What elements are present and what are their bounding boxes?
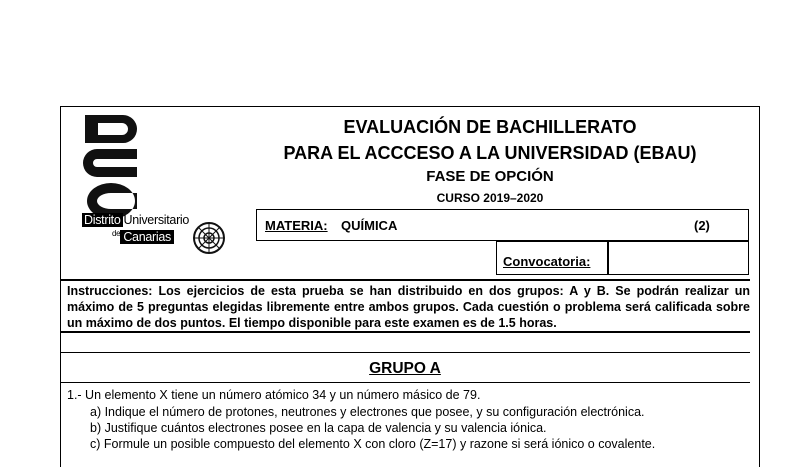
- divider-instructions-bottom: [60, 331, 750, 333]
- convocatoria-label: Convocatoria:: [503, 254, 591, 269]
- duc-logo: [80, 113, 225, 263]
- materia-label: MATERIA:: [265, 218, 328, 233]
- divider-group-bottom: [60, 382, 750, 383]
- exam-title-line1: EVALUACIÓN DE BACHILLERATO: [343, 117, 637, 137]
- divider-group-top: [60, 352, 750, 353]
- materia-code: (2): [694, 218, 710, 233]
- logo-text-line1: [82, 213, 189, 227]
- duc-logo-letters-icon: [80, 113, 138, 225]
- logo-text-de: de: [112, 229, 121, 238]
- logo-text-universitario: Universitario: [123, 213, 190, 227]
- logo-text-canarias: Canarias: [120, 230, 174, 244]
- question-1-stem: 1.- Un elemento X tiene un número atómico 34 y un número másico de 79.: [67, 388, 481, 402]
- materia-box: [256, 209, 749, 241]
- logo-text-line2: [112, 229, 174, 244]
- question-1-part-c: c) Formule un posible compuesto del elemento X con cloro (Z=17) y razone si será iónico o covalente.: [90, 437, 656, 451]
- exam-title-line2: PARA EL ACCCESO A LA UNIVERSIDAD (EBAU): [283, 143, 697, 163]
- exam-phase: FASE DE OPCIÓN: [426, 168, 554, 185]
- logo-text-distrito: Distrito: [84, 213, 121, 227]
- instructions-text: Instrucciones: Los ejercicios de esta prueba se han distribuido en dos grupos: A y B. Se podrán realizar un máximo de 5 preguntas elegidas libremente entre ambos grupos. Cada cuestión o problema será calificada sobre un máximo de dos puntos. El tiempo disponible para este examen es de 1.5 horas.: [67, 284, 750, 330]
- shell-icon: [192, 221, 226, 255]
- question-1-part-b: b) Justifique cuántos electrones posee en la capa de valencia y su valencia iónica.: [90, 421, 547, 435]
- exam-course: CURSO 2019–2020: [436, 191, 544, 205]
- group-a-heading: GRUPO A: [369, 360, 441, 377]
- question-1-part-a: a) Indique el número de protones, neutrones y electrones que posee, y su configuración electrónica.: [90, 405, 645, 419]
- convocatoria-box: [496, 241, 608, 275]
- convocatoria-value-field[interactable]: [608, 241, 749, 275]
- materia-value: QUÍMICA: [341, 218, 398, 233]
- divider-top: [60, 279, 750, 281]
